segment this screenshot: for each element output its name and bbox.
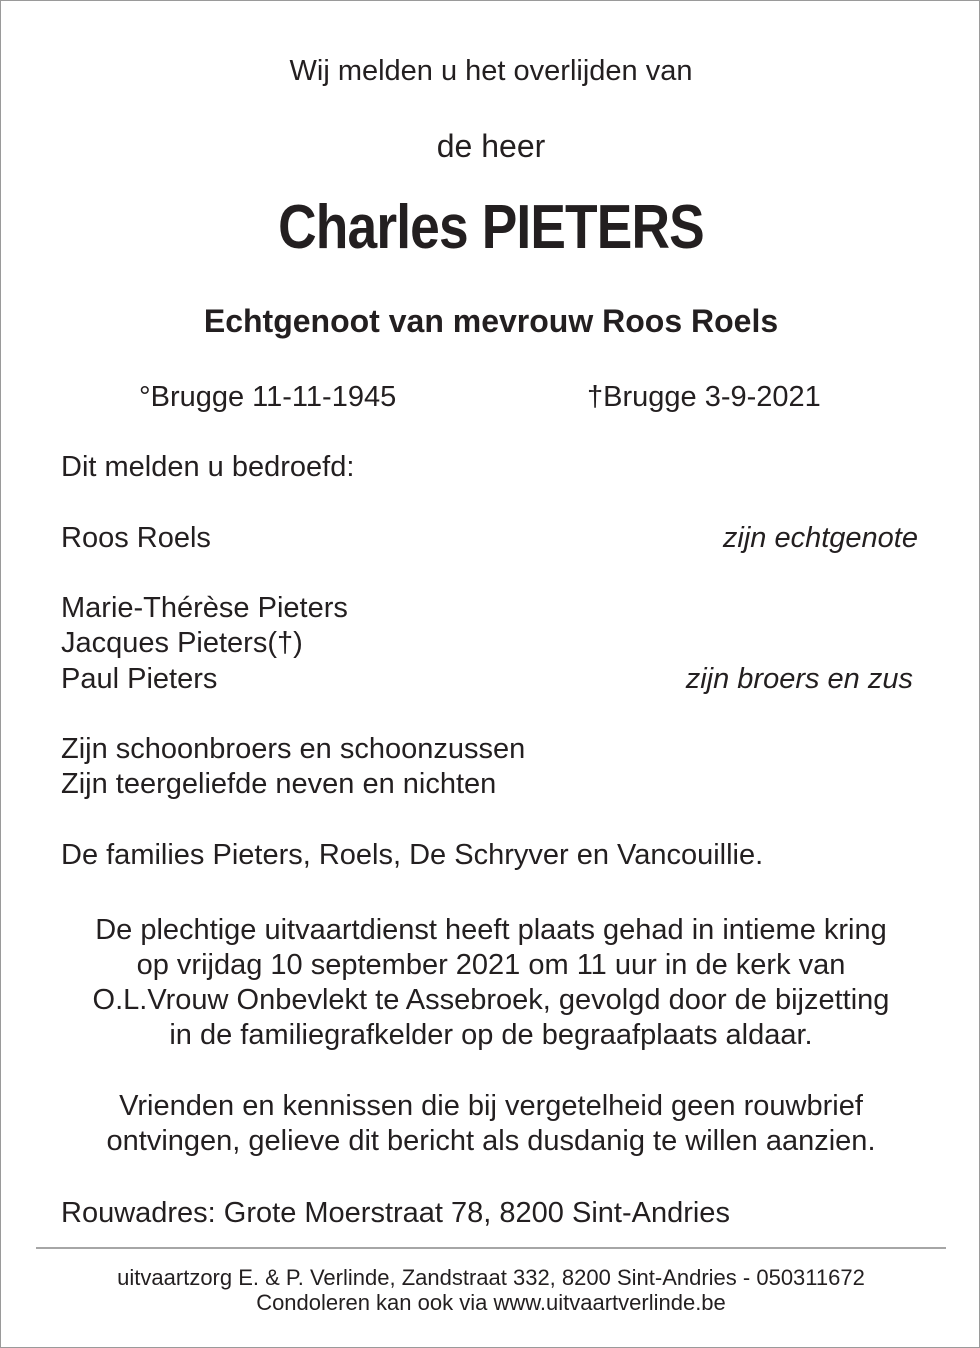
condolence-info: Condoleren kan ook via www.uitvaartverlinde.be <box>256 1290 726 1315</box>
mourner-spouse-relation: zijn echtgenote <box>722 522 918 554</box>
cousins-line: Zijn teergeliefde neven en nichten <box>61 768 497 800</box>
spouse-line: Echtgenoot van mevrouw Roos Roels <box>203 303 779 339</box>
intro-text: Wij melden u het overlijden van <box>289 55 693 87</box>
in-laws-line: Zijn schoonbroers en schoonzussen <box>61 733 526 765</box>
sibling-name: Paul Pieters <box>61 663 218 695</box>
funeral-home-info: uitvaartzorg E. & P. Verlinde, Zandstraat 332, 8200 Sint-Andries - 050311672 <box>117 1265 865 1290</box>
service-line: De plechtige uitvaartdienst heeft plaats gehad in intieme kring <box>95 914 887 946</box>
honorific-title: de heer <box>436 128 546 164</box>
service-line: op vrijdag 10 september 2021 om 11 uur in de kerk van <box>136 949 846 981</box>
families-line: De families Pieters, Roels, De Schryver en Vancouillie. <box>61 839 764 871</box>
birth-date: °Brugge 11-11-1945 <box>139 381 397 413</box>
sibling-name: Marie-Thérèse Pieters <box>61 592 348 624</box>
deceased-name: Charles PIETERS <box>278 193 704 262</box>
notice-line: Vrienden en kennissen die bij vergetelheid geen rouwbrief <box>119 1090 863 1122</box>
footer-divider <box>36 1247 946 1249</box>
mourning-address: Rouwadres: Grote Moerstraat 78, 8200 Sint-Andries <box>61 1197 730 1229</box>
notice-line: ontvingen, gelieve dit bericht als dusdanig te willen aanzien. <box>106 1125 876 1157</box>
sibling-name: Jacques Pieters(†) <box>61 627 303 659</box>
mourners-heading: Dit melden u bedroefd: <box>61 451 355 483</box>
mourner-spouse-name: Roos Roels <box>61 522 211 554</box>
service-line: in de familiegrafkelder op de begraafplaats aldaar. <box>169 1019 813 1051</box>
siblings-relation: zijn broers en zus <box>685 663 913 695</box>
service-line: O.L.Vrouw Onbevlekt te Assebroek, gevolgd door de bijzetting <box>92 984 890 1016</box>
death-date: †Brugge 3-9-2021 <box>587 381 821 413</box>
